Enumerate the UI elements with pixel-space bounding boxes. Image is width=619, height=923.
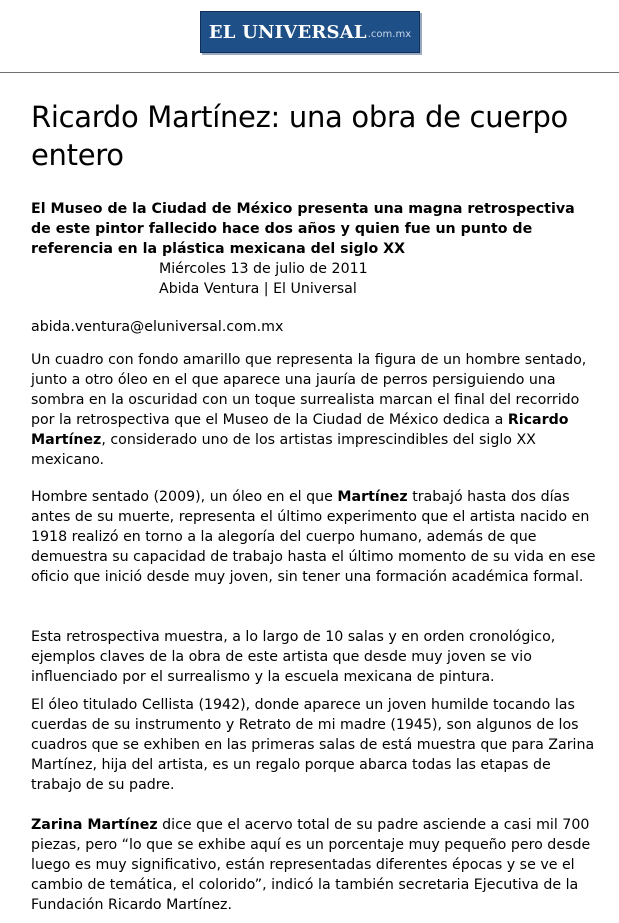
paragraph-5 [31,815,596,915]
paragraph-2-text-a: Hombre sentado (2009), un óleo en el que [31,489,338,505]
paragraph-1 [31,350,596,470]
paragraph-1-text-b: , considerado uno de los artistas imprescindibles del siglo XX mexicano. [31,432,536,468]
paragraph-5-text: dice que el acervo total de su padre asciende a casi mil 700 piezas, pero “lo que se exhibe aquí es un porcentaje muy pequeño pero desde luego es muy significativo, están representadas diferentes épocas y se ve el cambio de temática, el colorido”, indicó la también secretaria Ejecutiva de la Fundación Ricardo Martínez. [31,817,591,913]
paragraph-2 [31,487,596,587]
logo-domain: .com.mx [367,28,412,40]
article-title: Ricardo Martínez: una obra de cuerpo entero [31,100,569,172]
article-byline: Abida Ventura | El Universal [159,281,357,297]
paragraph-4: El óleo titulado Cellista (1942), donde aparece un joven humilde tocando las cuerdas de su instrumento y Retrato de mi madre (1945), son algunos de los cuadros que se exhiben en las primeras salas de está muestra que para Zarina Martínez, hija del artista, es un regalo porque abarca todas las etapas de trabajo de su padre. [31,697,595,793]
author-email: abida.ventura@eluniversal.com.mx [31,319,284,335]
logo-name: EL UNIVERSAL [208,21,367,43]
masthead-logo[interactable] [200,11,420,53]
header-divider [0,72,619,73]
artist-name-bold: Ricardo Martínez [31,412,569,448]
daughter-name-bold: Zarina Martínez [31,817,158,833]
article-meta [159,259,368,299]
paragraph-1-text-a: Un cuadro con fondo amarillo que representa la figura de un hombre sentado, junto a otro óleo en el que aparece una jauría de perros persiguiendo una sombra en la oscuridad con un toque surrealista marcan el final del recorrido por la retrospectiva que el Museo de la Ciudad de México dedica a [31,352,587,428]
article-date: Miércoles 13 de julio de 2011 [159,261,368,277]
paragraph-2-text-b: trabajó hasta dos días antes de su muerte, representa el último experimento que el artista nacido en 1918 realizó en torno a la alegoría del cuerpo humano, además de que demuestra su capacidad de trabajo hasta el último momento de su vida en ese oficio que inició desde muy joven, sin tener una formación académica formal. [31,489,596,585]
article-lead: El Museo de la Ciudad de México presenta una magna retrospectiva de este pintor fallecido hace dos años y quien fue un punto de referencia en la plástica mexicana del siglo XX [31,201,575,257]
artist-surname-bold: Martínez [337,489,408,505]
paragraph-3: Esta retrospectiva muestra, a lo largo de 10 salas y en orden cronológico, ejemplos claves de la obra de este artista que desde muy joven se vio influenciado por el surrealismo y la escuela mexicana de pintura. [31,629,556,685]
